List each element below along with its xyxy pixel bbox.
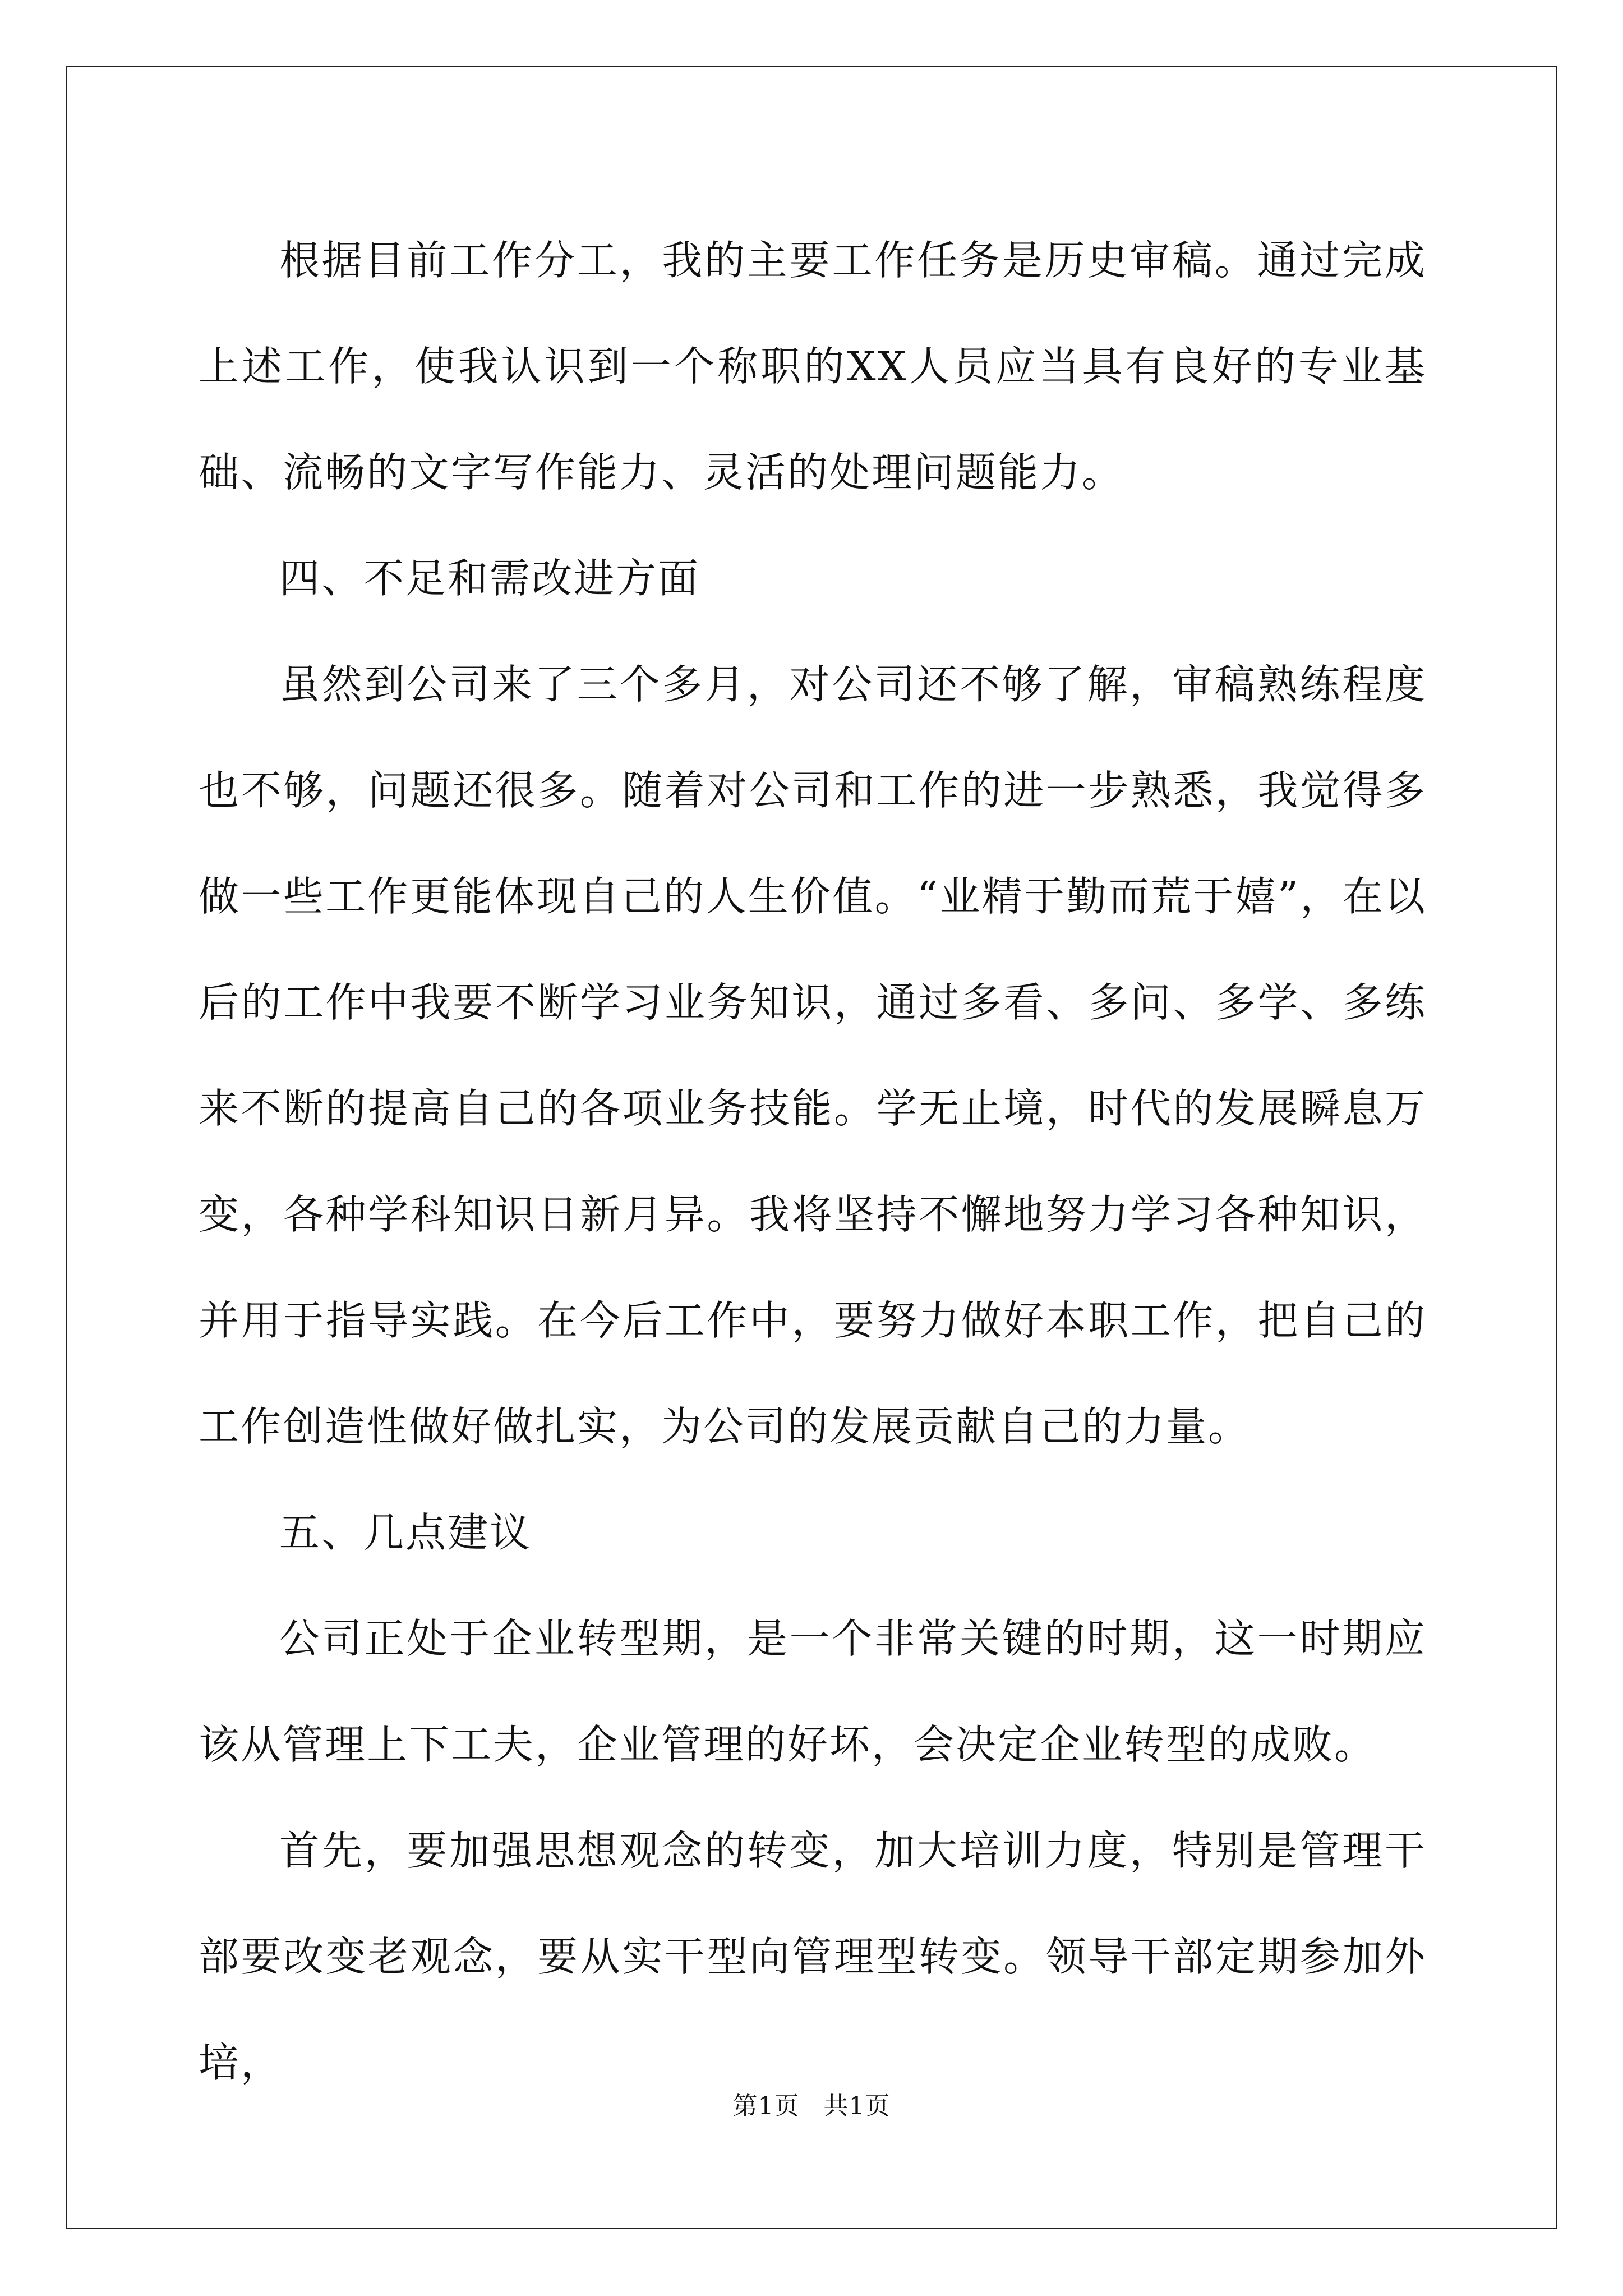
paragraph-transition-period: 公司正处于企业转型期，是一个非常关键的时期，这一时期应该从管理上下工夫，企业管理的好坏，会决定企业转型的成败。: [199, 1615, 1427, 1768]
page-footer: [0, 2090, 1623, 2123]
paragraph-first-suggestion: 首先，要加强思想观念的转变，加大培训力度，特别是管理干部要改变老观念，要从实干型向管理型转变。领导干部定期参加外培，: [199, 1827, 1427, 2086]
section-heading-shortcomings: 四、不足和需改进方面: [279, 555, 700, 602]
paragraph-shortcomings: 虽然到公司来了三个多月，对公司还不够了解，审稿熟练程度也不够，问题还很多。随着对公司和工作的进一步熟悉，我觉得多做一些工作更能体现自己的人生价值。“业精于勤而荒于嬉”，在以后的工作中我要不断学习业务知识，通过多看、多问、多学、多练来不断的提高自己的各项业务技能。学无止境，时代的发展瞬息万变，各种学科知识日新月异。我将坚持不懈地努力学习各种知识，并用于指导实践。在今后工作中，要努力做好本职工作，把自己的工作创造性做好做扎实，为公司的发展贡献自己的力量。: [199, 661, 1427, 1450]
page-number-total: 共1页: [823, 2092, 891, 2120]
paragraph-work-summary: 根据目前工作分工，我的主要工作任务是历史审稿。通过完成上述工作，使我认识到一个称职的XX人员应当具有良好的专业基础、流畅的文字写作能力、灵活的处理问题能力。: [199, 237, 1427, 496]
page-number-current: 第1页: [732, 2092, 800, 2120]
document-body: [199, 208, 1427, 2116]
section-heading-suggestions: 五、几点建议: [279, 1509, 532, 1556]
